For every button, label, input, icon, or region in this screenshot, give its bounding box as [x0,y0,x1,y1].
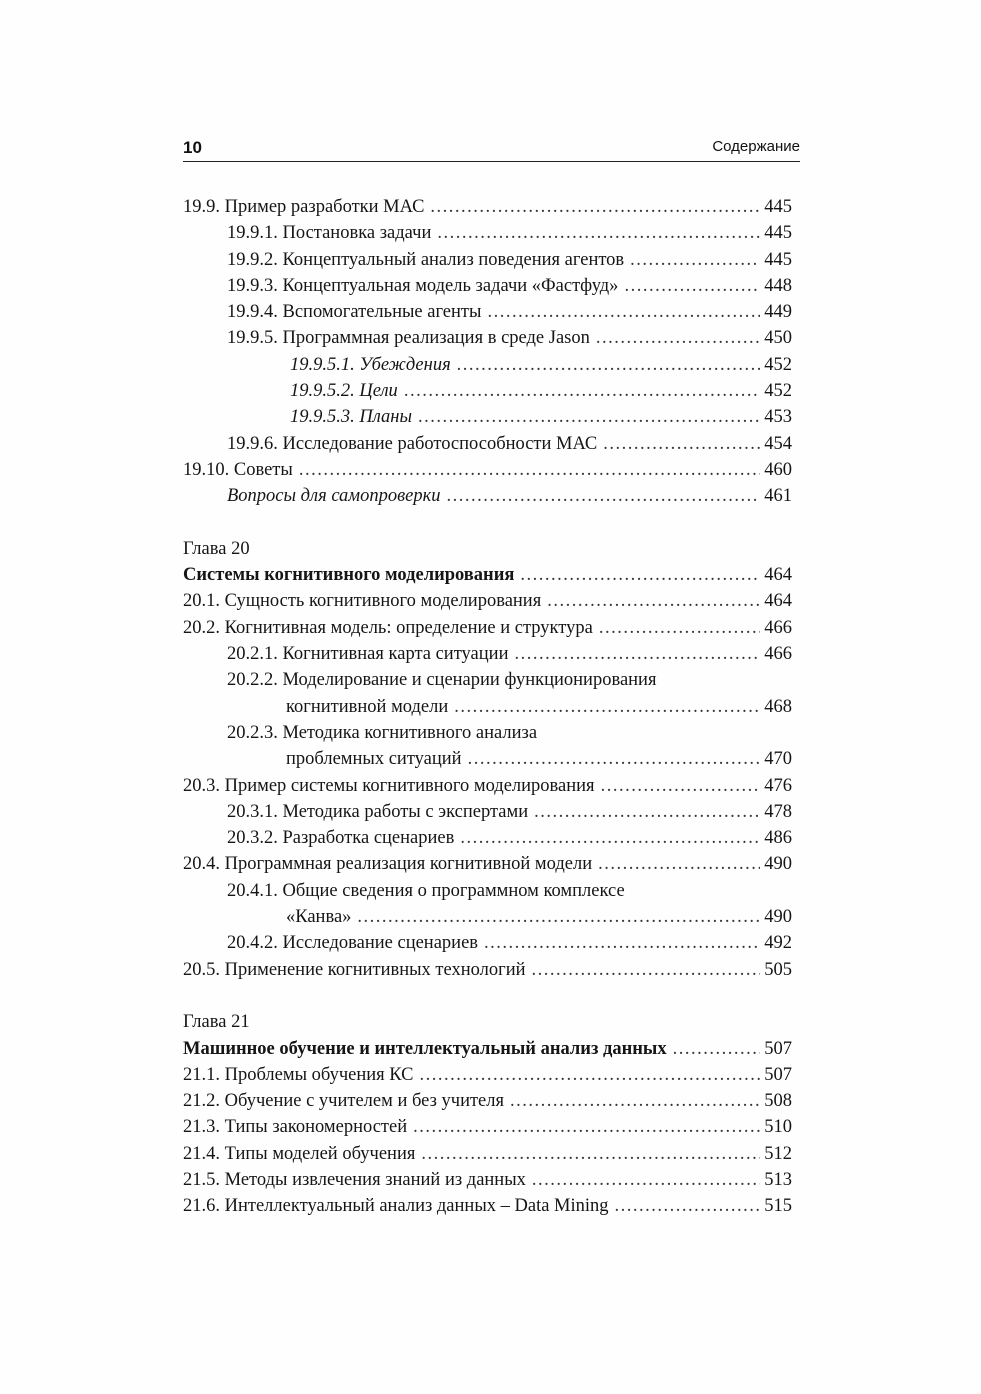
toc-entry: 21.5. Методы извлечения знаний из данных ..... 513 [183,1167,792,1193]
toc-entry: 19.9.5.1. Убеждения ..... 452 [183,352,792,378]
toc-entry: 19.9.2. Концептуальный анализ поведения агентов ..... 445 [183,247,792,273]
toc-entry: 19.9.6. Исследование работоспособности МАС ..... 454 [183,431,792,457]
toc-entry: 19.9.5.2. Цели ..... 452 [183,378,792,404]
toc-entry: 21.6. Интеллектуальный анализ данных – Data Mining ..... 515 [183,1193,792,1219]
toc-entry: 21.3. Типы закономерностей ..... 510 [183,1114,792,1140]
page-number: 10 [183,138,202,157]
toc-entry: 19.9.1. Постановка задачи ..... 445 [183,220,792,246]
chapter-title-entry: Системы когнитивного моделирования ..... 464 [183,562,792,588]
toc-entry: «Канва» ..... 490 [183,904,792,930]
toc-entry: 19.9.5.3. Планы ..... 453 [183,404,792,430]
toc-entry: 20.4.2. Исследование сценариев ..... 492 [183,930,792,956]
running-title: Содержание [712,138,800,155]
toc-entry: проблемных ситуаций ..... 470 [183,746,792,772]
toc-entry-line1: 20.2.2. Моделирование и сценарии функционирования [227,670,657,691]
toc-entry: 20.5. Применение когнитивных технологий ..... 505 [183,957,792,983]
toc-entry: 20.3.2. Разработка сценариев ..... 486 [183,825,792,851]
toc-entry: 19.9.5. Программная реализация в среде Jason ..... 450 [183,325,792,351]
chapter-label: Глава 21 [183,1012,250,1033]
chapter-label: Глава 20 [183,538,250,559]
chapter-title-entry: Машинное обучение и интеллектуальный анализ данных ..... 507 [183,1036,792,1062]
toc-entry: 20.4. Программная реализация когнитивной модели ..... 490 [183,851,792,877]
toc-entry: 21.1. Проблемы обучения КС ..... 507 [183,1062,792,1088]
toc-entry-line1: 20.2.3. Методика когнитивного анализа [227,722,538,743]
toc-entry: 20.1. Сущность когнитивного моделирования ..... 464 [183,588,792,614]
toc-entry: 21.4. Типы моделей обучения ..... 512 [183,1141,792,1167]
toc-entry: 20.2. Когнитивная модель: определение и структура ..... 466 [183,615,792,641]
toc-entry: когнитивной модели ..... 468 [183,694,792,720]
toc-entry: Вопросы для самопроверки ..... 461 [183,483,792,509]
toc-entry: 19.9. Пример разработки МАС ..... 445 [183,194,792,220]
toc-entry: 20.2.1. Когнитивная карта ситуации ..... 466 [183,641,792,667]
toc-entry: 19.9.3. Концептуальная модель задачи «Фастфуд» ..... 448 [183,273,792,299]
table-of-contents [183,194,792,1220]
toc-entry: 19.10. Советы ..... 460 [183,457,792,483]
toc-entry: 20.3. Пример системы когнитивного моделирования ..... 476 [183,773,792,799]
toc-entry: 21.2. Обучение с учителем и без учителя ..... 508 [183,1088,792,1114]
toc-entry: 19.9.4. Вспомогательные агенты ..... 449 [183,299,792,325]
toc-entry-line1: 20.4.1. Общие сведения о программном комплексе [227,880,625,901]
toc-entry: 20.3.1. Методика работы с экспертами ..... 478 [183,799,792,825]
running-header [183,135,800,162]
